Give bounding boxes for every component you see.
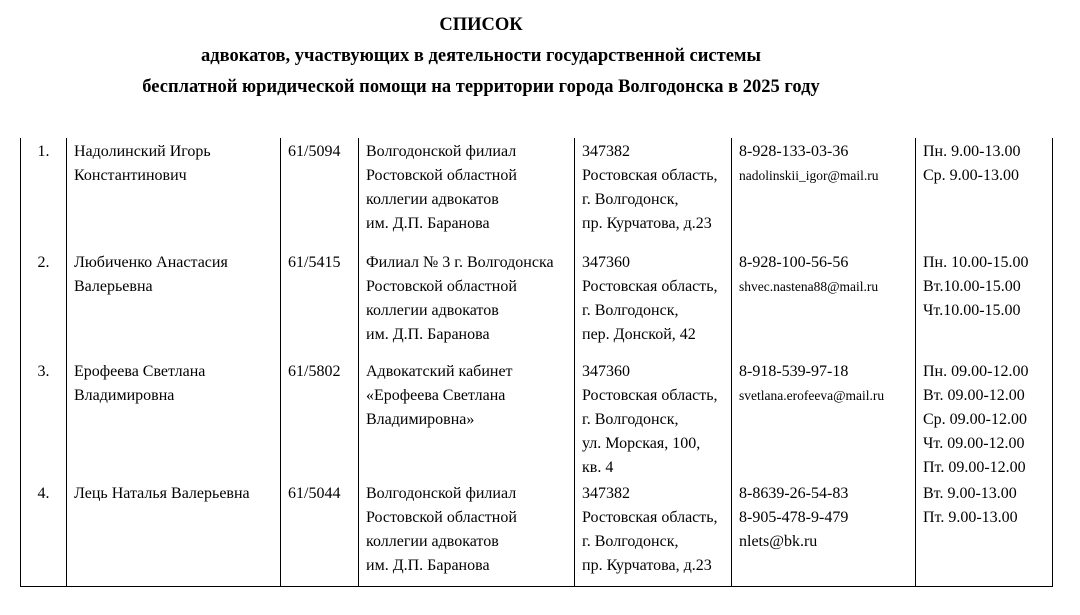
title-line-2: адвокатов, участвующих в деятельности государственной системы [201, 46, 761, 66]
address: 347382 Ростовская область, г. Волгодонск, пр. Курчатова, д.23 [575, 480, 732, 587]
row-number: 3. [21, 357, 67, 480]
office-hours: Вт. 9.00-13.00 Пт. 9.00-13.00 [916, 480, 1053, 587]
organization: Филиал № 3 г. Волгодонска Ростовской областной коллегии адвокатов им. Д.П. Баранова [359, 249, 575, 357]
address: 347382 Ростовская область, г. Волгодонск, пр. Курчатова, д.23 [575, 138, 732, 249]
lawyer-name: Любиченко Анастасия Валерьевна [67, 249, 281, 357]
address: 347360 Ростовская область, г. Волгодонск, пер. Донской, 42 [575, 249, 732, 357]
document-title [0, 10, 962, 103]
contacts: 8-8639-26-54-83 8-905-478-9-479 nlets@bk.ru [732, 480, 916, 587]
registry-number: 61/5802 [281, 357, 359, 480]
contacts: 8-928-100-56-56 shvec.nastena88@mail.ru [732, 249, 916, 357]
table-row [21, 357, 1053, 480]
organization: Волгодонской филиал Ростовской областной коллегии адвокатов им. Д.П. Баранова [359, 480, 575, 587]
row-number: 1. [21, 138, 67, 249]
lawyer-name: Надолинский Игорь Константинович [67, 138, 281, 249]
address: 347360 Ростовская область, г. Волгодонск, ул. Морская, 100, кв. 4 [575, 357, 732, 480]
contacts: 8-918-539-97-18 svetlana.erofeeva@mail.ru [732, 357, 916, 480]
office-hours: Пн. 09.00-12.00 Вт. 09.00-12.00 Ср. 09.00-12.00 Чт. 09.00-12.00 Пт. 09.00-12.00 [916, 357, 1053, 480]
organization: Адвокатский кабинет «Ерофеева Светлана Владимировна» [359, 357, 575, 480]
office-hours: Пн. 9.00-13.00 Ср. 9.00-13.00 [916, 138, 1053, 249]
title-line-3: бесплатной юридической помощи на территории города Волгодонска в 2025 году [142, 77, 820, 97]
table-row [21, 249, 1053, 357]
table-row [21, 138, 1053, 249]
organization: Волгодонской филиал Ростовской областной коллегии адвокатов им. Д.П. Баранова [359, 138, 575, 249]
registry-number: 61/5415 [281, 249, 359, 357]
contacts: 8-928-133-03-36 nadolinskii_igor@mail.ru [732, 138, 916, 249]
row-number: 4. [21, 480, 67, 587]
lawyers-table [20, 138, 1053, 587]
row-number: 2. [21, 249, 67, 357]
registry-number: 61/5094 [281, 138, 359, 249]
lawyer-name: Лець Наталья Валерьевна [67, 480, 281, 587]
lawyer-name: Ерофеева Светлана Владимировна [67, 357, 281, 480]
table-row [21, 480, 1053, 587]
office-hours: Пн. 10.00-15.00 Вт.10.00-15.00 Чт.10.00-15.00 [916, 249, 1053, 357]
title-line-1: СПИСОК [439, 15, 523, 35]
registry-number: 61/5044 [281, 480, 359, 587]
